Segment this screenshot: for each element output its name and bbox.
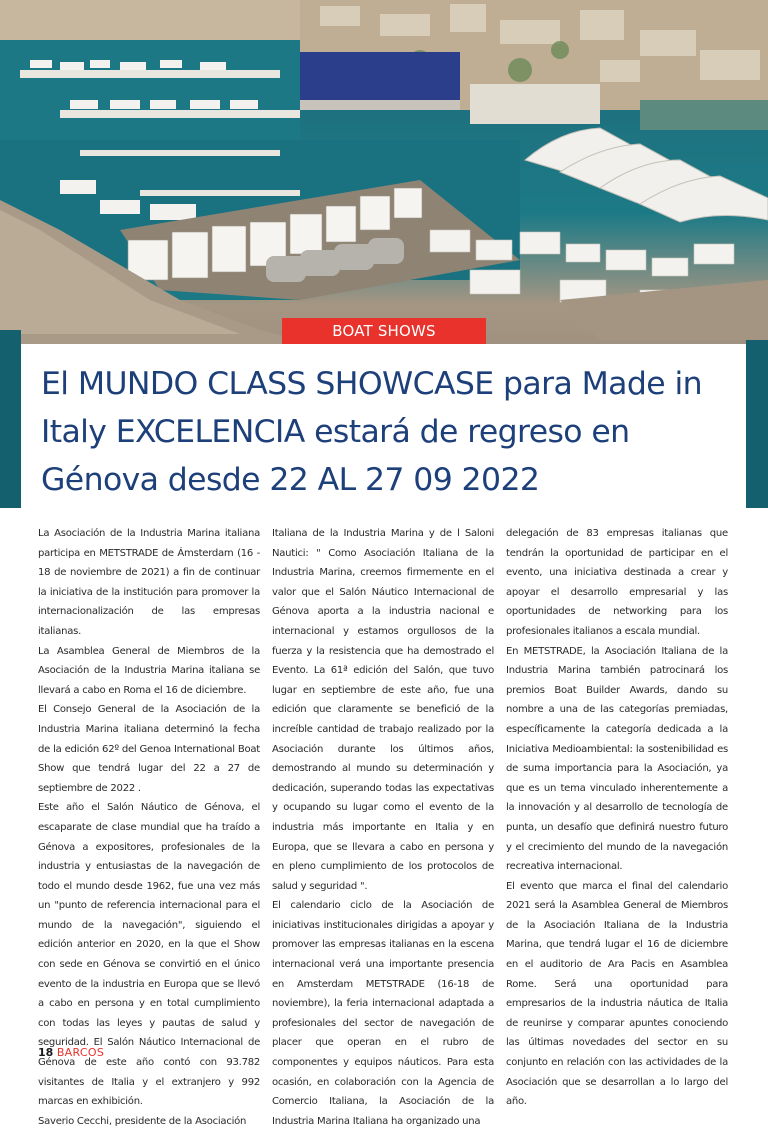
article-body — [38, 524, 728, 1131]
category-label: BOAT SHOWS — [282, 318, 486, 344]
paragraph: Este año el Salón Náutico de Génova, el escaparate de clase mundial que ha traído a Génova a expositores, profesionales de la industria y entusiastas de la navegación de todo el mundo desde 1962, fue una vez más un "punto de referencia internacional para el mundo de la navegación", siguiendo el edición anterior en 2020, en la que el Show con sede en Génova se convirtió en el único evento de la industria en Europa que se llevó a cabo en persona y en total cumplimiento con todas las leyes y pautas de salud y seguridad. El Salón Náutico Internacional de Génova de este año contó con 93.782 visitantes de Italia y el extranjero y 992 marcas en exhibición. — [38, 802, 260, 1108]
paragraph: Saverio Cecchi, presidente de la Asociación — [38, 1115, 247, 1127]
column-3 — [506, 524, 728, 1131]
page-folio — [38, 1046, 104, 1059]
paragraph: El calendario ciclo de la Asociación de iniciativas institucionales dirigidas a apoyar y promover las empresas italianas en la escena internacional verá una importante presencia en Amsterdam METSTRADE (16-18 de noviembre), la feria internacional adaptada a profesionales del sector de navegación de placer que operan en el rubro de componentes y equipos náuticos. Para esta ocasión, en colaboración con la Agencia de Comercio Italiana, la Asociación de la Industria Marina Italiana ha organizado una — [272, 900, 494, 1127]
title-panel — [21, 344, 746, 508]
paragraph: El evento que marca el final del calendario 2021 será la Asamblea General de Miembros de la Asociación Italiana de la Industria Marina, que tendrá lugar el 16 de diciembre en el auditorio de Ara Pacis en Asamblea Rome. Será una oportunidad para empresarios de la industria náutica de Italia de reunirse y comparar apuntes conociendo las últimas novedades del sector en su conjunto en relación con las actividades de la Asociación que se desarrollan a lo largo del año. — [506, 880, 728, 1108]
paragraph: En METSTRADE, la Asociación Italiana de la Industria Marina también patrocinará los premios Boat Builder Awards, dando su nombre a una de las categorías premiadas, específicamente la categoría dedicada a la Iniciativa Medioambiental: la sostenibilidad es de suma importancia para la Asociación, ya que es un tema vinculado inherentemente a la innovación y al desarrollo de tecnología de punta, un desafío que definirá nuestro futuro y el crecimiento del mundo de la navegación recreativa internacional. — [506, 645, 728, 873]
magazine-name: BARCOS — [56, 1046, 105, 1059]
column-1 — [38, 524, 260, 1131]
column-2 — [272, 524, 494, 1131]
paragraph: Italiana de la Industria Marina y de l Saloni Nautici: " Como Asociación Italiana de la Industria Marina, creemos firmemente en el valor que el Salón Náutico Internacional de Génova aporta a la industria nacional e internacional y estamos orgullosos de la fuerza y la resistencia que ha demostrado el Evento. La 61ª edición del Salón, que tuvo lugar en septiembre de este año, fue una edición que claramente se benefició de la increíble cantidad de trabajo realizado por la Asociación durante los últimos años, demostrando al mundo su determinación y dedicación, superando todas las expectativas y ocupando su lugar como el evento de la industria más importante en Italia y en Europa, que se llevara a cabo en persona y en pleno cumplimiento de los protocolos de salud y seguridad ". — [272, 528, 494, 892]
page-number: 18 — [38, 1046, 54, 1059]
paragraph: La Asamblea General de Miembros de la Asociación de la Industria Marina italiana se llevará a cabo en Roma el 16 de diciembre. — [38, 645, 260, 696]
article-title: El MUNDO CLASS SHOWCASE para Made in Italy EXCELENCIA estará de regreso en Génova desde 22 AL 27 09 2022 — [41, 366, 702, 498]
paragraph: delegación de 83 empresas italianas que tendrán la oportunidad de participar en el evento, una iniciativa destinada a crear y apoyar el desarrollo empresarial y las oportunidades de networking para los profesionales italianos a escala mundial. — [506, 528, 728, 637]
paragraph: La Asociación de la Industria Marina italiana participa en METSTRADE de Ámsterdam (16 - 18 de noviembre de 2021) a fin de continuar la iniciativa de la institución para promover la internacionalización de las empresas italianas. — [38, 528, 260, 637]
paragraph: El Consejo General de la Asociación de la Industria Marina italiana determinó la fecha de la edición 62º del Genoa International Boat Show que tendrá lugar del 22 a 27 de septiembre de 2022 . — [38, 704, 260, 794]
